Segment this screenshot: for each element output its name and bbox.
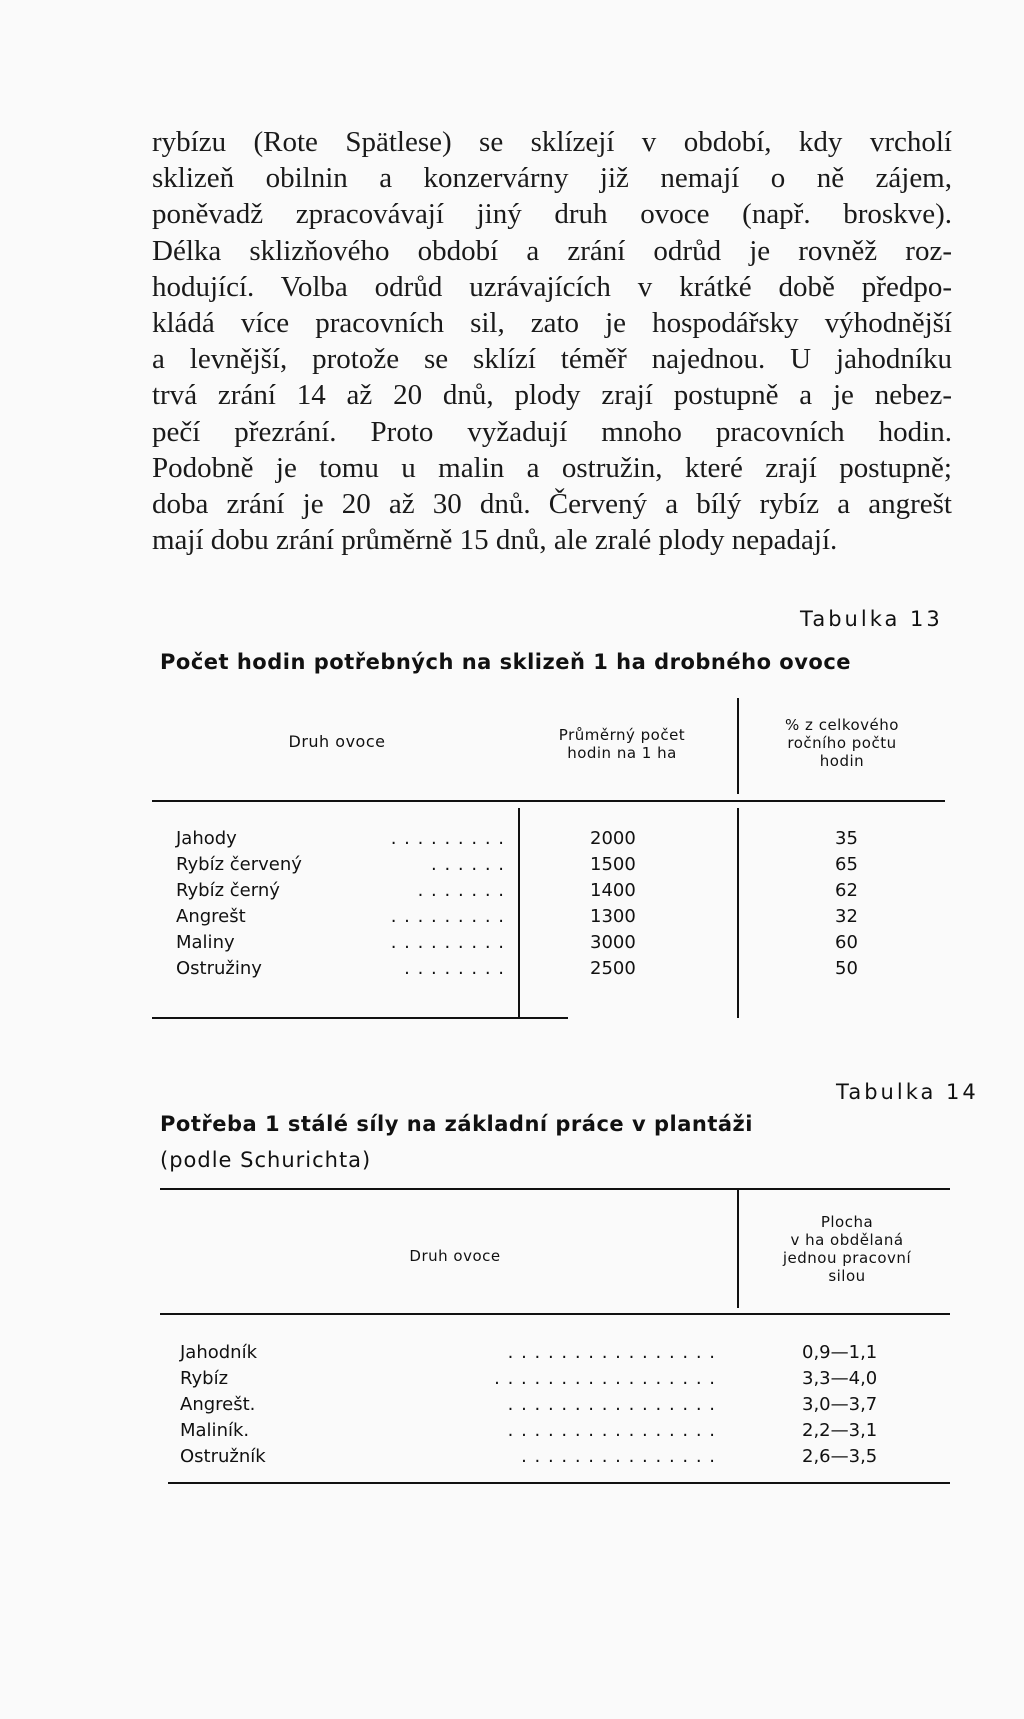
table14-header-rule	[160, 1313, 950, 1315]
leader-dots: . . . . . . . . . . . . . . . . .	[494, 1368, 716, 1389]
table13-label: Tabulka 13	[800, 607, 943, 631]
table13-bottom-rule	[152, 1017, 568, 1019]
table13-hours-cell: 1300	[590, 906, 636, 927]
table13-col1-header: Druh ovoce	[288, 732, 386, 751]
table14-area-cell: 0,9—1,1	[802, 1342, 878, 1363]
leader-dots: . . . . . . . . .	[390, 932, 505, 953]
table14-top-rule	[160, 1188, 950, 1190]
table14-col1-header: Druh ovoce	[409, 1247, 501, 1265]
paragraph-line: poněvadž zpracovávají jiný druh ovoce (např. broskve).	[152, 198, 952, 231]
leader-dots: . . . . . . .	[417, 880, 505, 901]
table14-area-cell: 3,3—4,0	[802, 1368, 878, 1389]
paragraph-line: sklizeň obilnin a konzervárny již nemají o ně zájem,	[152, 162, 952, 195]
table13-col3-header: % z celkového ročního počtu hodin	[785, 716, 899, 770]
table13-header-rule	[152, 800, 945, 802]
table13-hours-cell: 1400	[590, 880, 636, 901]
paragraph-line: mají dobu zrání průměrně 15 dnů, ale zralé plody nepadají.	[152, 524, 838, 557]
table13-hours-cell: 2000	[590, 828, 636, 849]
table13-header-divider	[737, 698, 739, 794]
table14-col2-header: Plocha v ha obdělaná jednou pracovní silou	[782, 1213, 912, 1285]
paragraph-line: Délka sklizňového období a zrání odrůd je rovněž roz-	[152, 234, 952, 267]
table14-row-label: Angrešt.	[180, 1394, 256, 1415]
table14-title: Potřeba 1 stálé síly na základní práce v plantáži	[160, 1112, 753, 1136]
leader-dots: . . . . . . . . . . . . . . .	[521, 1446, 716, 1467]
table14-area-cell: 2,6—3,5	[802, 1446, 878, 1467]
paragraph-line: rybízu (Rote Spätlese) se sklízejí v období, kdy vrcholí	[152, 126, 952, 158]
table13-percent-cell: 62	[835, 880, 858, 901]
leader-dots: . . . . . . . .	[404, 958, 505, 979]
table13-percent-cell: 35	[835, 828, 858, 849]
paragraph-line: doba zrání je 20 až 30 dnů. Červený a bílý rybíz a angrešt	[152, 488, 952, 521]
leader-dots: . . . . . . . . .	[390, 828, 505, 849]
table13-title: Počet hodin potřebných na sklizeň 1 ha drobného ovoce	[160, 650, 852, 674]
table14-header-divider	[737, 1190, 739, 1308]
table13-hours-cell: 2500	[590, 958, 636, 979]
table13-percent-cell: 50	[835, 958, 858, 979]
table13-hours-cell: 1500	[590, 854, 636, 875]
leader-dots: . . . . . . . . . . . . . . . .	[507, 1420, 716, 1441]
table14-row-label: Jahodník	[180, 1342, 258, 1363]
paragraph-line: hodující. Volba odrůd uzrávajících v krátké době předpo-	[152, 270, 952, 303]
table14-bottom-rule	[168, 1482, 950, 1484]
paragraph-line: trvá zrání 14 až 20 dnů, plody zrají postupně a je nebez-	[152, 379, 952, 412]
table13-percent-cell: 65	[835, 854, 858, 875]
table13-hours-cell: 3000	[590, 932, 636, 953]
paragraph-line: a levnější, protože se sklízí téměř najednou. U jahodníku	[152, 343, 952, 376]
table14-area-cell: 3,0—3,7	[802, 1394, 878, 1415]
table14-row-label: Rybíz	[180, 1368, 229, 1389]
table13-col-divider	[518, 808, 520, 1018]
table14-subtitle: (podle Schurichta)	[160, 1148, 372, 1172]
body-paragraph	[152, 124, 952, 558]
leader-dots: . . . . . . . . . . . . . . . .	[507, 1342, 716, 1363]
table14-row-label: Maliník.	[180, 1420, 250, 1441]
table13-percent-cell: 60	[835, 932, 858, 953]
table13-col-divider	[737, 808, 739, 1018]
leader-dots: . . . . . . . . . . . . . . . .	[507, 1394, 716, 1415]
table13-row-label: Angrešt	[176, 906, 246, 927]
leader-dots: . . . . . .	[431, 854, 505, 875]
paragraph-line: Podobně je tomu u malin a ostružin, které zrají postupně;	[152, 451, 952, 484]
table13-row-label: Rybíz černý	[176, 880, 280, 901]
table13-col2-header: Průměrný počet hodin na 1 ha	[558, 726, 686, 762]
table14-row-label: Ostružník	[180, 1446, 266, 1467]
paragraph-line: pečí přezrání. Proto vyžadují mnoho pracovních hodin.	[152, 415, 952, 448]
table14-label: Tabulka 14	[836, 1080, 979, 1104]
paragraph-line: kládá více pracovních sil, zato je hospodářsky výhodnější	[152, 307, 952, 340]
table13-row-label: Ostružiny	[176, 958, 262, 979]
table14-area-cell: 2,2—3,1	[802, 1420, 878, 1441]
table13-row-label: Jahody	[176, 828, 237, 849]
table13-row-label: Rybíz červený	[176, 854, 302, 875]
table13-percent-cell: 32	[835, 906, 858, 927]
leader-dots: . . . . . . . . .	[390, 906, 505, 927]
table13-row-label: Maliny	[176, 932, 235, 953]
